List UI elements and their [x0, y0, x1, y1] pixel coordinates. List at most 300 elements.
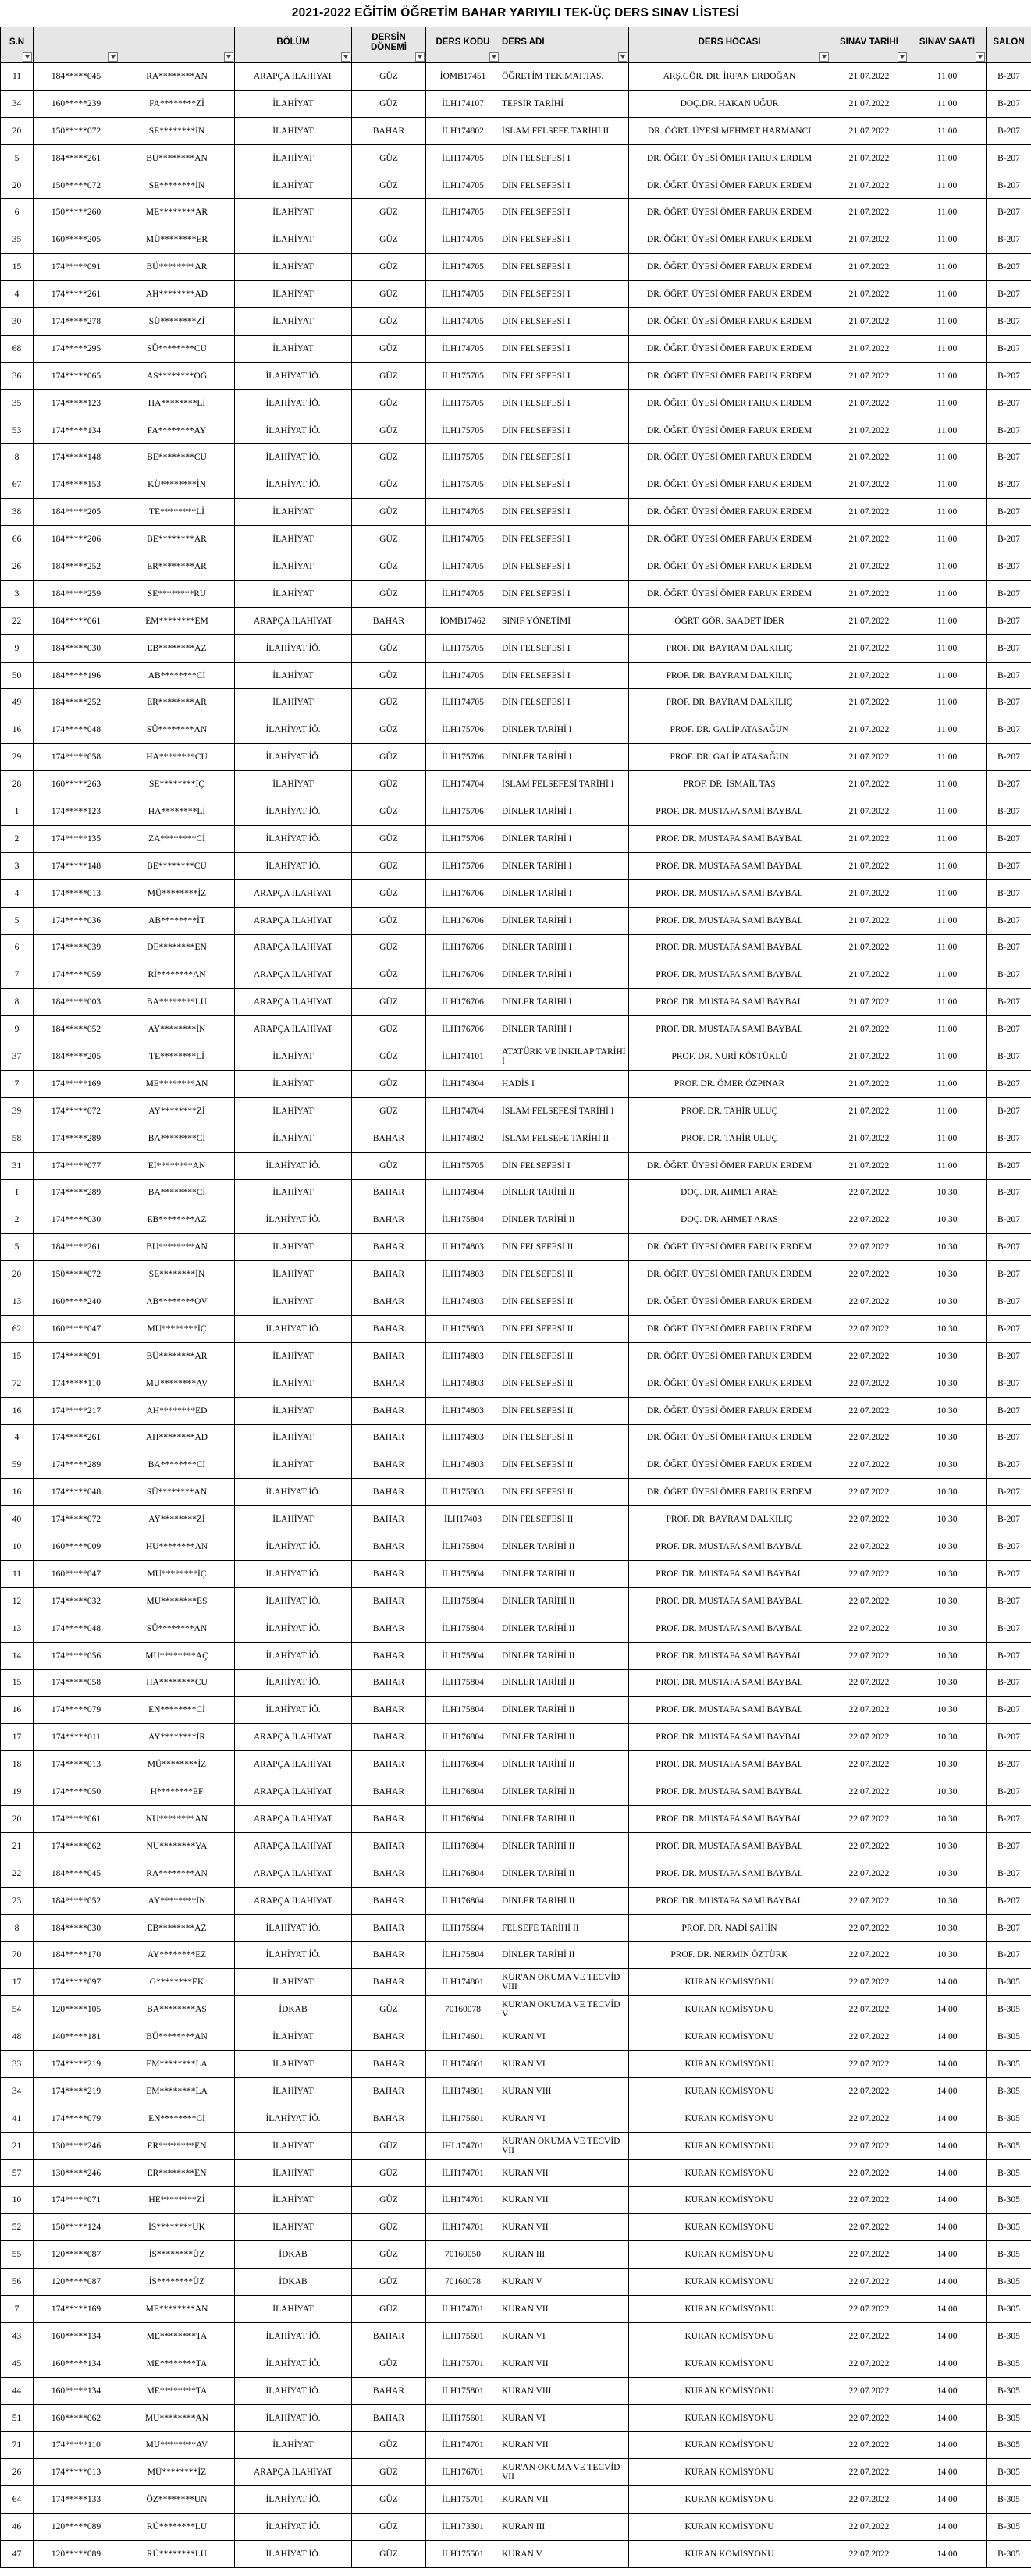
cell-instructor: DR. ÖĞRT. ÜYESİ ÖMER FARUK ERDEM [629, 254, 830, 281]
cell-term: BAHAR [352, 2322, 426, 2350]
cell-instructor: DR. ÖĞRT. ÜYESİ ÖMER FARUK ERDEM [629, 1479, 830, 1506]
cell-student-no: 120*****105 [34, 1996, 119, 2023]
cell-student-no: 160*****009 [34, 1533, 119, 1561]
table-row [1, 1097, 1031, 1125]
cell-course-code: İLH176701 [426, 2459, 500, 2486]
cell-exam-time: 14.00 [908, 2023, 987, 2051]
cell-department: İLAHİYAT [235, 1261, 352, 1288]
cell-instructor: DR. ÖĞRT. ÜYESİ ÖMER FARUK ERDEM [629, 144, 830, 172]
cell-course-code: İLH174803 [426, 1424, 500, 1451]
cell-student-no: 174*****097 [34, 1969, 119, 1996]
cell-sn: 33 [1, 2051, 34, 2078]
header-course-name: DERS ADI [500, 27, 629, 63]
cell-exam-date: 22.07.2022 [830, 2377, 908, 2404]
cell-student-no: 130*****246 [34, 2132, 119, 2159]
filter-dropdown-icon[interactable] [898, 52, 907, 62]
cell-instructor: DR. ÖĞRT. ÜYESİ ÖMER FARUK ERDEM [629, 1370, 830, 1397]
cell-term: GÜZ [352, 961, 426, 989]
cell-room: B-207 [987, 1397, 1031, 1424]
cell-course-name: DİN FELSEFESİ I [500, 389, 629, 417]
cell-student-no: 184*****252 [34, 689, 119, 716]
cell-exam-time: 10.30 [908, 1914, 987, 1942]
cell-room: B-305 [987, 2459, 1031, 2486]
cell-student-no: 174*****048 [34, 716, 119, 744]
cell-student-no: 174*****062 [34, 1832, 119, 1860]
cell-course-name: DİN FELSEFESİ I [500, 634, 629, 662]
filter-dropdown-icon[interactable] [489, 52, 499, 62]
cell-room: B-207 [987, 1642, 1031, 1669]
cell-room: B-305 [987, 2214, 1031, 2241]
cell-course-name: DİN FELSEFESİ I [500, 172, 629, 199]
cell-term: GÜZ [352, 2214, 426, 2241]
cell-course-code: İLH173301 [426, 2514, 500, 2541]
cell-room: B-207 [987, 335, 1031, 362]
table-row [1, 1506, 1031, 1533]
cell-course-code: İLH175604 [426, 1914, 500, 1942]
cell-department: İLAHİYAT [235, 662, 352, 689]
cell-course-name: KURAN VI [500, 2404, 629, 2432]
cell-exam-date: 22.07.2022 [830, 1996, 908, 2023]
cell-sn: 3 [1, 580, 34, 607]
cell-exam-time: 11.00 [908, 934, 987, 961]
cell-exam-date: 21.07.2022 [830, 852, 908, 879]
cell-course-code: İLH174701 [426, 2432, 500, 2459]
cell-exam-time: 14.00 [908, 1996, 987, 2023]
cell-term: BAHAR [352, 2377, 426, 2404]
cell-sn: 34 [1, 90, 34, 117]
cell-student-no: 160*****240 [34, 1288, 119, 1316]
cell-instructor: DR. ÖĞRT. ÜYESİ ÖMER FARUK ERDEM [629, 1342, 830, 1370]
table-row [1, 1451, 1031, 1479]
cell-room: B-207 [987, 389, 1031, 417]
cell-course-code: 70160050 [426, 2241, 500, 2269]
cell-term: GÜZ [352, 553, 426, 581]
cell-student-name: BÜ********AR [119, 254, 235, 281]
cell-room: B-207 [987, 1016, 1031, 1043]
table-row [1, 199, 1031, 226]
cell-course-name: KURAN VII [500, 2486, 629, 2514]
cell-course-name: DİNLER TARİHİ I [500, 798, 629, 826]
cell-student-no: 184*****052 [34, 1887, 119, 1914]
filter-dropdown-icon[interactable] [108, 52, 118, 62]
cell-student-name: ER********EN [119, 2132, 235, 2159]
filter-dropdown-icon[interactable] [976, 52, 985, 62]
cell-department: İLAHİYAT [235, 526, 352, 553]
cell-student-no: 174*****110 [34, 1370, 119, 1397]
cell-instructor: DR. ÖĞRT. ÜYESİ ÖMER FARUK ERDEM [629, 226, 830, 254]
cell-exam-date: 22.07.2022 [830, 1261, 908, 1288]
cell-student-name: MÜ********İZ [119, 879, 235, 907]
cell-department: İLAHİYAT İÖ. [235, 2322, 352, 2350]
cell-course-code: İLH174802 [426, 117, 500, 144]
cell-student-name: SE********İN [119, 117, 235, 144]
cell-instructor: PROF. DR. MUSTAFA SAMİ BAYBAL [629, 1832, 830, 1860]
cell-exam-time: 11.00 [908, 471, 987, 499]
cell-term: BAHAR [352, 1751, 426, 1778]
table-row [1, 1615, 1031, 1642]
table-row [1, 2132, 1031, 2159]
cell-exam-date: 22.07.2022 [830, 2269, 908, 2296]
cell-room: B-207 [987, 1234, 1031, 1261]
cell-exam-time: 11.00 [908, 362, 987, 389]
cell-course-code: İLH174801 [426, 1969, 500, 1996]
cell-sn: 3 [1, 852, 34, 879]
cell-student-name: AB********OV [119, 1288, 235, 1316]
cell-exam-time: 10.30 [908, 1887, 987, 1914]
cell-term: GÜZ [352, 2241, 426, 2269]
cell-student-name: MÜ********İZ [119, 1751, 235, 1778]
cell-room: B-207 [987, 1778, 1031, 1806]
cell-student-no: 174*****065 [34, 362, 119, 389]
cell-department: İLAHİYAT İÖ. [235, 1560, 352, 1587]
cell-term: BAHAR [352, 1506, 426, 1533]
cell-room: B-207 [987, 1097, 1031, 1125]
filter-dropdown-icon[interactable] [819, 52, 829, 62]
cell-course-name: İSLAM FELSEFE TARİHİ II [500, 117, 629, 144]
cell-instructor: DR. ÖĞRT. ÜYESİ MEHMET HARMANCI [629, 117, 830, 144]
cell-course-name: DİN FELSEFESİ I [500, 1152, 629, 1179]
cell-student-no: 174*****030 [34, 1206, 119, 1234]
cell-course-name: DİNLER TARİHİ I [500, 825, 629, 852]
cell-sn: 40 [1, 1506, 34, 1533]
cell-exam-time: 11.00 [908, 825, 987, 852]
cell-course-name: DİNLER TARİHİ II [500, 1697, 629, 1724]
cell-course-code: İLH176706 [426, 1016, 500, 1043]
cell-exam-time: 10.30 [908, 1261, 987, 1288]
cell-course-name: KUR'AN OKUMA VE TECVİD VIII [500, 1969, 629, 1996]
cell-instructor: PROF. DR. MUSTAFA SAMİ BAYBAL [629, 852, 830, 879]
cell-room: B-305 [987, 2432, 1031, 2459]
cell-sn: 38 [1, 499, 34, 526]
cell-room: B-207 [987, 499, 1031, 526]
cell-exam-date: 21.07.2022 [830, 335, 908, 362]
cell-term: GÜZ [352, 852, 426, 879]
cell-student-no: 174*****135 [34, 825, 119, 852]
cell-room: B-207 [987, 526, 1031, 553]
cell-course-name: DİN FELSEFESİ I [500, 580, 629, 607]
cell-room: B-207 [987, 662, 1031, 689]
cell-course-code: İLH174601 [426, 2051, 500, 2078]
cell-term: BAHAR [352, 2404, 426, 2432]
cell-exam-date: 22.07.2022 [830, 2077, 908, 2105]
cell-student-no: 174*****058 [34, 744, 119, 771]
cell-course-name: FELSEFE TARİHİ II [500, 1914, 629, 1942]
table-row [1, 2159, 1031, 2187]
cell-exam-date: 22.07.2022 [830, 1806, 908, 1833]
header-row [1, 27, 1031, 63]
cell-course-code: İLH176706 [426, 961, 500, 989]
cell-course-code: İLH176804 [426, 1778, 500, 1806]
cell-room: B-207 [987, 744, 1031, 771]
cell-sn: 1 [1, 798, 34, 826]
cell-student-no: 174*****261 [34, 1424, 119, 1451]
cell-department: İLAHİYAT [235, 1424, 352, 1451]
cell-student-name: HE********Zİ [119, 2187, 235, 2214]
cell-exam-time: 11.00 [908, 1125, 987, 1152]
cell-course-code: İLH174101 [426, 1043, 500, 1071]
table-row [1, 144, 1031, 172]
cell-instructor: PROF. DR. NERMİN ÖZTÜRK [629, 1942, 830, 1969]
cell-course-name: KURAN VII [500, 2432, 629, 2459]
cell-student-no: 160*****134 [34, 2377, 119, 2404]
cell-room: B-207 [987, 1669, 1031, 1697]
cell-department: İLAHİYAT [235, 308, 352, 336]
cell-sn: 20 [1, 117, 34, 144]
cell-sn: 20 [1, 1806, 34, 1833]
cell-department: İLAHİYAT [235, 117, 352, 144]
table-row [1, 362, 1031, 389]
table-row [1, 226, 1031, 254]
cell-department: İLAHİYAT [235, 689, 352, 716]
cell-course-code: İLH175705 [426, 362, 500, 389]
cell-term: GÜZ [352, 172, 426, 199]
cell-department: İLAHİYAT İÖ. [235, 444, 352, 471]
cell-student-name: ME********TA [119, 2377, 235, 2404]
cell-student-name: MU********AV [119, 2432, 235, 2459]
cell-exam-time: 11.00 [908, 63, 987, 91]
cell-exam-date: 22.07.2022 [830, 2241, 908, 2269]
cell-course-name: DİNLER TARİHİ II [500, 1560, 629, 1587]
cell-room: B-207 [987, 471, 1031, 499]
cell-exam-date: 21.07.2022 [830, 716, 908, 744]
cell-term: BAHAR [352, 1234, 426, 1261]
cell-sn: 49 [1, 689, 34, 716]
cell-room: B-207 [987, 1370, 1031, 1397]
cell-instructor: PROF. DR. TAHİR ULUÇ [629, 1125, 830, 1152]
cell-term: BAHAR [352, 1887, 426, 1914]
cell-department: İLAHİYAT [235, 2132, 352, 2159]
cell-student-no: 174*****219 [34, 2077, 119, 2105]
cell-instructor: PROF. DR. MUSTAFA SAMİ BAYBAL [629, 1778, 830, 1806]
cell-course-name: İSLAM FELSEFESİ TARİHİ I [500, 771, 629, 798]
cell-instructor: KURAN KOMİSYONU [629, 2105, 830, 2132]
cell-student-name: ME********TA [119, 2350, 235, 2377]
cell-course-name: DİNLER TARİHİ II [500, 1832, 629, 1860]
cell-department: ARAPÇA İLAHİYAT [235, 1016, 352, 1043]
cell-exam-time: 11.00 [908, 1097, 987, 1125]
cell-course-name: KURAN V [500, 2269, 629, 2296]
table-row [1, 308, 1031, 336]
cell-instructor: KURAN KOMİSYONU [629, 2404, 830, 2432]
cell-instructor: PROF. DR. MUSTAFA SAMİ BAYBAL [629, 1560, 830, 1587]
cell-course-name: DİN FELSEFESİ I [500, 226, 629, 254]
cell-student-no: 174*****072 [34, 1506, 119, 1533]
cell-student-name: AY********İR [119, 1724, 235, 1751]
cell-course-code: İLH175705 [426, 471, 500, 499]
cell-student-name: SE********İN [119, 1261, 235, 1288]
cell-exam-date: 21.07.2022 [830, 362, 908, 389]
cell-course-code: İLH174701 [426, 2296, 500, 2323]
table-row [1, 662, 1031, 689]
table-row [1, 1697, 1031, 1724]
cell-instructor: PROF. DR. MUSTAFA SAMİ BAYBAL [629, 1533, 830, 1561]
cell-exam-date: 22.07.2022 [830, 2541, 908, 2568]
cell-term: GÜZ [352, 798, 426, 826]
cell-instructor: PROF. DR. MUSTAFA SAMİ BAYBAL [629, 1669, 830, 1697]
table-row [1, 798, 1031, 826]
cell-student-name: ER********AR [119, 689, 235, 716]
cell-exam-time: 11.00 [908, 199, 987, 226]
cell-room: B-207 [987, 1261, 1031, 1288]
cell-exam-time: 14.00 [908, 2214, 987, 2241]
header-exam-time: SINAV SAATİ [908, 27, 987, 63]
cell-term: GÜZ [352, 716, 426, 744]
cell-room: B-207 [987, 63, 1031, 91]
cell-term: GÜZ [352, 63, 426, 91]
cell-room: B-305 [987, 2296, 1031, 2323]
cell-instructor: DR. ÖĞRT. ÜYESİ ÖMER FARUK ERDEM [629, 580, 830, 607]
cell-sn: 10 [1, 2187, 34, 2214]
cell-sn: 67 [1, 471, 34, 499]
cell-course-name: KURAN VIII [500, 2377, 629, 2404]
table-row [1, 1043, 1031, 1071]
cell-student-name: EM********LA [119, 2077, 235, 2105]
table-row [1, 934, 1031, 961]
cell-instructor: DR. ÖĞRT. ÜYESİ ÖMER FARUK ERDEM [629, 1234, 830, 1261]
cell-term: GÜZ [352, 90, 426, 117]
cell-term: GÜZ [352, 662, 426, 689]
cell-course-code: İLH176804 [426, 1832, 500, 1860]
cell-sn: 12 [1, 1587, 34, 1615]
cell-course-name: DİNLER TARİHİ II [500, 1669, 629, 1697]
header-exam-date: SINAV TARİHİ [830, 27, 908, 63]
cell-room: B-207 [987, 362, 1031, 389]
cell-department: İLAHİYAT İÖ. [235, 716, 352, 744]
cell-student-name: BU********AN [119, 144, 235, 172]
cell-term: BAHAR [352, 1206, 426, 1234]
cell-student-name: AY********Zİ [119, 1506, 235, 1533]
cell-instructor: DR. ÖĞRT. ÜYESİ ÖMER FARUK ERDEM [629, 417, 830, 444]
cell-exam-date: 21.07.2022 [830, 580, 908, 607]
filter-dropdown-icon[interactable] [341, 52, 350, 62]
cell-department: İLAHİYAT İÖ. [235, 1206, 352, 1234]
cell-exam-time: 10.30 [908, 1397, 987, 1424]
cell-student-no: 160*****047 [34, 1560, 119, 1587]
cell-instructor: PROF. DR. MUSTAFA SAMİ BAYBAL [629, 1697, 830, 1724]
cell-department: İLAHİYAT İÖ. [235, 1697, 352, 1724]
cell-room: B-207 [987, 1832, 1031, 1860]
cell-sn: 39 [1, 1097, 34, 1125]
cell-student-name: TE********Lİ [119, 499, 235, 526]
cell-instructor: PROF. DR. MUSTAFA SAMİ BAYBAL [629, 1615, 830, 1642]
cell-department: ARAPÇA İLAHİYAT [235, 879, 352, 907]
cell-department: İLAHİYAT [235, 1070, 352, 1097]
cell-room: B-207 [987, 1451, 1031, 1479]
cell-student-name: SE********RU [119, 580, 235, 607]
cell-sn: 51 [1, 2404, 34, 2432]
cell-course-code: İLH175705 [426, 389, 500, 417]
cell-student-name: HA********CU [119, 1669, 235, 1697]
cell-course-name: KURAN VII [500, 2159, 629, 2187]
cell-exam-time: 11.00 [908, 607, 987, 634]
cell-sn: 30 [1, 308, 34, 336]
cell-instructor: PROF. DR. MUSTAFA SAMİ BAYBAL [629, 1860, 830, 1887]
filter-dropdown-icon[interactable] [415, 52, 425, 62]
cell-department: İLAHİYAT [235, 2214, 352, 2241]
cell-student-no: 174*****295 [34, 335, 119, 362]
cell-instructor: DR. ÖĞRT. ÜYESİ ÖMER FARUK ERDEM [629, 444, 830, 471]
cell-instructor: KURAN KOMİSYONU [629, 2241, 830, 2269]
cell-term: BAHAR [352, 1424, 426, 1451]
filter-dropdown-icon[interactable] [224, 52, 233, 62]
cell-student-no: 140*****181 [34, 2023, 119, 2051]
cell-exam-date: 21.07.2022 [830, 63, 908, 91]
cell-instructor: DOÇ. DR. AHMET ARAS [629, 1179, 830, 1206]
cell-exam-date: 21.07.2022 [830, 199, 908, 226]
table-row [1, 2350, 1031, 2377]
cell-student-no: 174*****050 [34, 1778, 119, 1806]
cell-exam-time: 14.00 [908, 2350, 987, 2377]
table-row [1, 63, 1031, 91]
cell-term: GÜZ [352, 499, 426, 526]
cell-room: B-207 [987, 1288, 1031, 1316]
cell-exam-date: 22.07.2022 [830, 2432, 908, 2459]
cell-course-code: İLH175804 [426, 1642, 500, 1669]
cell-room: B-207 [987, 90, 1031, 117]
cell-sn: 56 [1, 2269, 34, 2296]
cell-student-no: 174*****077 [34, 1152, 119, 1179]
cell-student-name: HA********CU [119, 744, 235, 771]
cell-exam-time: 10.30 [908, 1751, 987, 1778]
cell-sn: 8 [1, 1914, 34, 1942]
cell-term: GÜZ [352, 2459, 426, 2486]
cell-sn: 6 [1, 934, 34, 961]
cell-course-name: KUR'AN OKUMA VE TECVİD VII [500, 2459, 629, 2486]
cell-instructor: DR. ÖĞRT. ÜYESİ ÖMER FARUK ERDEM [629, 335, 830, 362]
cell-term: GÜZ [352, 634, 426, 662]
cell-exam-time: 10.30 [908, 1697, 987, 1724]
cell-sn: 46 [1, 2514, 34, 2541]
cell-room: B-305 [987, 2051, 1031, 2078]
cell-student-name: MÜ********ER [119, 226, 235, 254]
cell-student-no: 174*****219 [34, 2051, 119, 2078]
cell-exam-time: 10.30 [908, 1206, 987, 1234]
cell-instructor: PROF. DR. MUSTAFA SAMİ BAYBAL [629, 1751, 830, 1778]
cell-course-name: DİN FELSEFESİ I [500, 308, 629, 336]
table-row [1, 444, 1031, 471]
cell-course-name: DİN FELSEFESİ I [500, 254, 629, 281]
cell-term: GÜZ [352, 226, 426, 254]
filter-dropdown-icon[interactable] [618, 52, 627, 62]
table-row [1, 2432, 1031, 2459]
cell-sn: 13 [1, 1288, 34, 1316]
cell-department: İLAHİYAT İÖ. [235, 852, 352, 879]
cell-exam-time: 11.00 [908, 771, 987, 798]
cell-exam-time: 10.30 [908, 1533, 987, 1561]
cell-sn: 58 [1, 1125, 34, 1152]
cell-exam-time: 10.30 [908, 1832, 987, 1860]
cell-course-code: İLH176804 [426, 1724, 500, 1751]
cell-exam-date: 22.07.2022 [830, 1778, 908, 1806]
cell-student-no: 174*****013 [34, 879, 119, 907]
cell-room: B-207 [987, 1724, 1031, 1751]
cell-exam-time: 11.00 [908, 744, 987, 771]
cell-exam-date: 22.07.2022 [830, 1697, 908, 1724]
cell-course-code: İLH174705 [426, 308, 500, 336]
table-row [1, 1832, 1031, 1860]
filter-dropdown-icon[interactable] [23, 52, 32, 62]
cell-room: B-207 [987, 1560, 1031, 1587]
table-row [1, 2214, 1031, 2241]
cell-room: B-207 [987, 1424, 1031, 1451]
cell-exam-time: 14.00 [908, 2077, 987, 2105]
cell-department: İLAHİYAT İÖ. [235, 798, 352, 826]
table-row [1, 471, 1031, 499]
cell-course-name: DİN FELSEFESİ II [500, 1506, 629, 1533]
cell-department: ARAPÇA İLAHİYAT [235, 2459, 352, 2486]
cell-room: B-207 [987, 1942, 1031, 1969]
cell-course-name: DİN FELSEFESİ II [500, 1451, 629, 1479]
